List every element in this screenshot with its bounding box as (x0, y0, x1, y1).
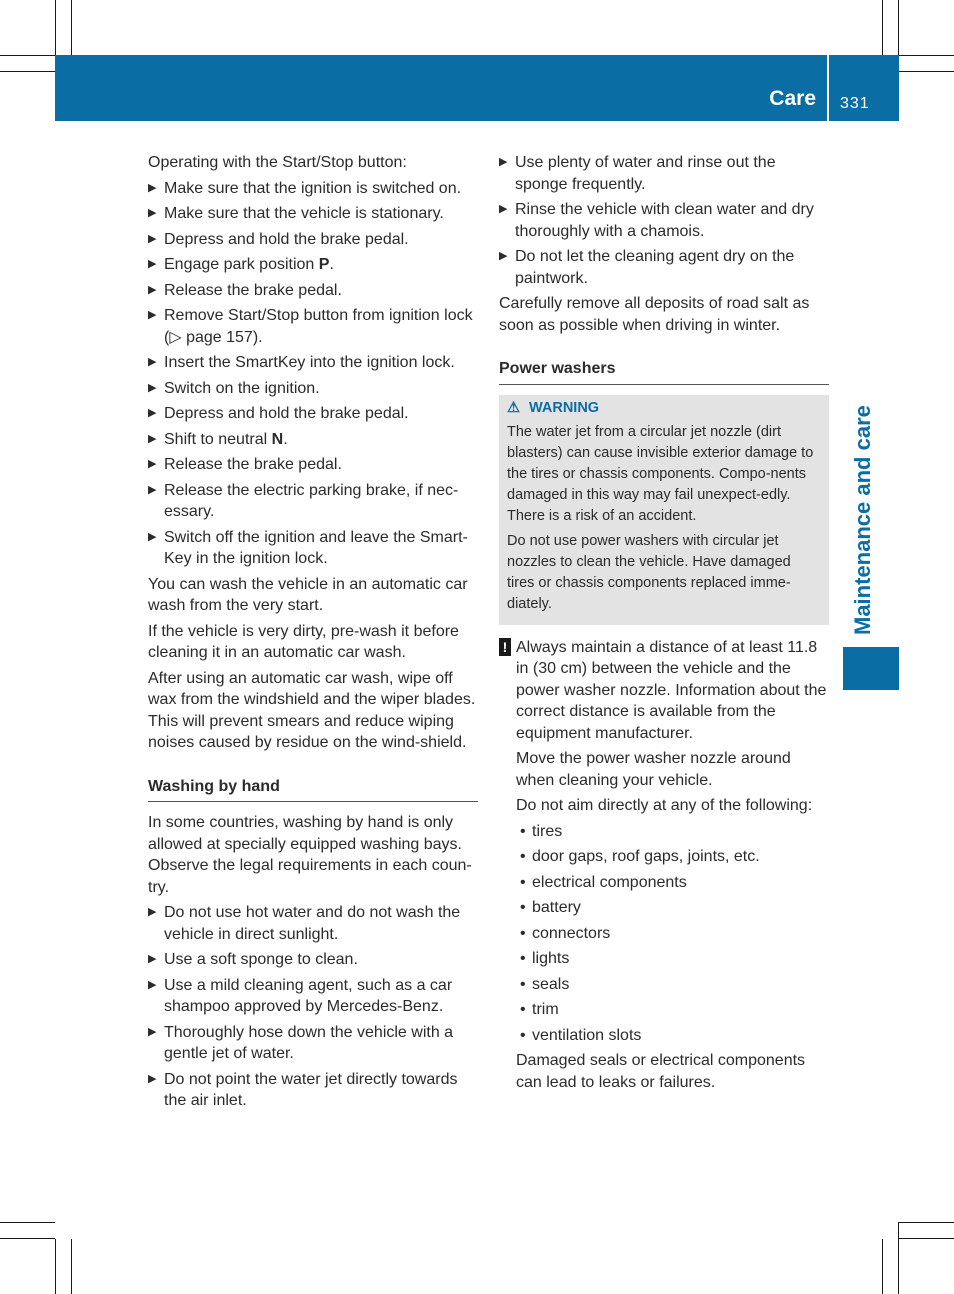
arrow-icon: ▶ (148, 458, 157, 470)
arrow-icon: ▶ (148, 906, 157, 918)
arrow-icon: ▶ (148, 407, 157, 419)
crop-mark (55, 1239, 56, 1294)
crop-mark (882, 1239, 883, 1294)
instruction-step: ▶ Make sure that the vehicle is stationary. (148, 203, 478, 225)
paragraph: Damaged seals or electrical components can lead to leaks or failures. (516, 1052, 806, 1091)
exclamation-icon: ! (499, 638, 511, 656)
crop-mark (55, 0, 56, 55)
arrow-icon: ▶ (148, 530, 157, 543)
crop-mark (0, 1238, 55, 1239)
header-divider (827, 55, 829, 121)
instruction-step: ▶ Shift to neutral N. (148, 429, 478, 451)
page-number: 331 (840, 95, 870, 112)
crop-mark (898, 0, 899, 55)
instruction-step: ▶ Use a mild cleaning agent, such as a car shampoo approved by Mercedes-Benz. (148, 976, 453, 1015)
arrow-icon: ▶ (148, 207, 157, 219)
side-tab-marker (843, 647, 899, 690)
arrow-icon: ▶ (148, 232, 157, 245)
arrow-icon: ▶ (499, 156, 508, 168)
list-item: • battery (520, 899, 581, 916)
crop-mark (899, 1222, 954, 1223)
instruction-step: ▶ Depress and hold the brake pedal. (148, 229, 478, 251)
arrow-icon: ▶ (499, 250, 508, 262)
arrow-icon: ▶ (148, 483, 157, 496)
list-item: • seals (520, 975, 570, 993)
right-column (499, 152, 829, 1097)
crop-mark (0, 1222, 55, 1223)
section-title: Care (769, 87, 816, 110)
warning-text: The water jet from a circular jet nozzle (dirt blasters) can cause invisible exterior damage to the tires or chassis components. Compo-nents damaged in this way may fail unexpect-edly. There is a risk of an accident. (507, 423, 814, 524)
arrow-icon: ▶ (148, 356, 157, 368)
instruction-step: ▶ Use plenty of water and rinse out the sponge frequently. (499, 154, 776, 193)
instruction-step: ▶ Make sure that the ignition is switched on. (148, 178, 478, 200)
section-heading-power-washers: Power washers (499, 358, 829, 385)
paragraph: You can wash the vehicle in an automatic car wash from the very start. (148, 575, 468, 614)
list-item: • tires (520, 822, 563, 840)
paragraph: Carefully remove all deposits of road salt as soon as possible when driving in winter. (499, 295, 810, 334)
warning-text: Do not use power washers with circular jet nozzles to clean the vehicle. Have damaged tires or chassis components replaced imme-diately. (507, 532, 791, 612)
paragraph: After using an automatic car wash, wipe off wax from the windshield and the wiper blades. This will prevent smears and reduce wiping noises caused by residue on the wind-shield. (148, 669, 476, 751)
crop-mark (899, 55, 954, 56)
left-column (148, 152, 478, 1116)
arrow-icon: ▶ (148, 1025, 157, 1038)
crop-mark (882, 0, 883, 55)
arrow-icon: ▶ (148, 258, 157, 270)
arrow-icon: ▶ (499, 203, 508, 215)
crop-mark (899, 71, 954, 72)
arrow-icon: ▶ (148, 953, 157, 965)
instruction-step: ▶ Depress and hold the brake pedal. (148, 403, 478, 425)
instruction-step: ▶ Insert the SmartKey into the ignition lock. (148, 352, 478, 374)
arrow-icon: ▶ (148, 1072, 157, 1085)
list-item: • trim (520, 1001, 559, 1018)
arrow-icon: ▶ (148, 309, 157, 321)
paragraph: If the vehicle is very dirty, pre-wash it before cleaning it in an automatic car wash. (148, 622, 459, 661)
instruction-step: ▶ Release the brake pedal. (148, 280, 478, 302)
instruction-step: ▶ Release the brake pedal. (148, 454, 478, 476)
instruction-step: ▶ Release the electric parking brake, if nec-essary. (148, 481, 459, 520)
instruction-step: ▶ Do not point the water jet directly towards the air inlet. (148, 1070, 458, 1109)
section-heading-washing-by-hand: Washing by hand (148, 776, 478, 803)
arrow-icon: ▶ (148, 381, 157, 394)
arrow-icon: ▶ (148, 978, 157, 991)
list-item: • connectors (520, 924, 611, 942)
list-item: • ventilation slots (520, 1026, 642, 1044)
instruction-step: ▶ Do not use hot water and do not wash the vehicle in direct sunlight. (148, 904, 461, 943)
crop-mark (0, 55, 55, 56)
paragraph: Move the power washer nozzle around when cleaning your vehicle. (516, 750, 791, 789)
side-tab-label: Maintenance and care (850, 405, 875, 635)
warning-box (499, 395, 829, 625)
instruction-step: ▶ Thoroughly hose down the vehicle with a gentle jet of water. (148, 1023, 454, 1062)
arrow-icon: ▶ (148, 181, 157, 194)
warning-title: ⚠ WARNING (507, 398, 821, 419)
instruction-step: ▶ Switch off the ignition and leave the Smart-Key in the ignition lock. (148, 528, 468, 567)
paragraph: Do not aim directly at any of the following: (516, 797, 813, 814)
list-item: • electrical components (520, 873, 687, 891)
crop-mark (899, 1238, 954, 1239)
intro-text: Operating with the Start/Stop button: (148, 154, 407, 171)
instruction-step: ▶ Switch on the ignition. (148, 378, 478, 400)
list-item: • lights (520, 950, 570, 967)
warning-triangle-icon: ⚠ (507, 399, 520, 416)
list-item: • door gaps, roof gaps, joints, etc. (520, 848, 760, 865)
paragraph: In some countries, washing by hand is only allowed at specially equipped washing bays. Observe the legal requirements in each coun-try. (148, 814, 472, 896)
note-block (499, 637, 829, 745)
instruction-step: ▶ Use a soft sponge to clean. (148, 949, 478, 971)
crop-mark (0, 71, 55, 72)
instruction-step: ▶ Rinse the vehicle with clean water and dry thoroughly with a chamois. (499, 201, 814, 240)
arrow-icon: ▶ (148, 283, 157, 296)
arrow-icon: ▶ (148, 432, 157, 445)
instruction-step: ▶ Do not let the cleaning agent dry on the paintwork. (499, 248, 795, 287)
instruction-step: ▶ Remove Start/Stop button from ignition lock (▷ page 157). (148, 307, 473, 346)
crop-mark (71, 0, 72, 55)
crop-mark (71, 1239, 72, 1294)
instruction-step: ▶ Engage park position P. (148, 254, 478, 276)
crop-mark (898, 1222, 899, 1294)
note-text: Always maintain a distance of at least 11.8 in (30 cm) between the vehicle and the power washer nozzle. Information about the correct distance is available from the equipment manufacturer. (516, 638, 827, 742)
